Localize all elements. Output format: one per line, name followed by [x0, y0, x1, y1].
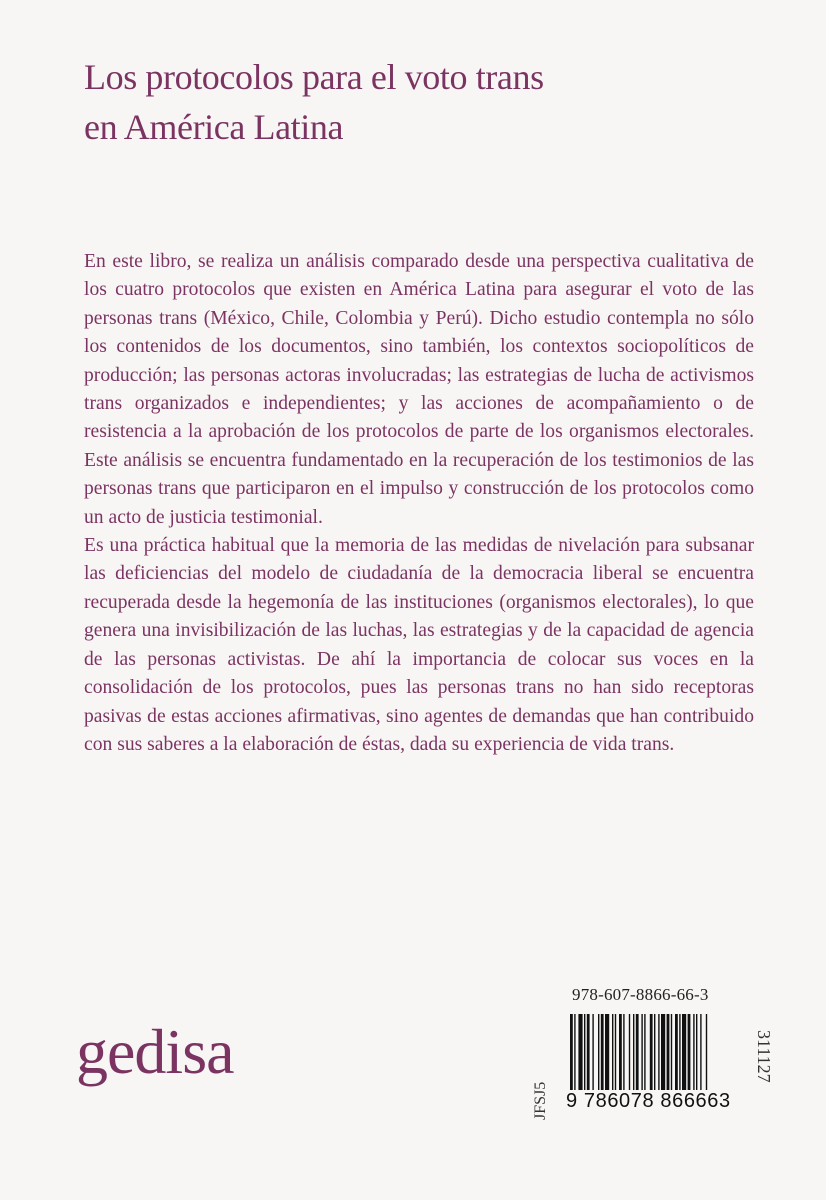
barcode-bar	[700, 1014, 701, 1098]
barcode-bar	[675, 1014, 678, 1098]
barcode-bar	[671, 1014, 672, 1098]
barcode-bar	[682, 1014, 686, 1098]
barcode-bar	[644, 1014, 645, 1098]
barcode-bar	[667, 1014, 670, 1098]
barcode-number: 9 786078 866663	[566, 1090, 731, 1112]
barcode-bar	[615, 1014, 616, 1098]
side-code-left: JFSJ5	[532, 1081, 549, 1120]
barcode-bar	[578, 1014, 582, 1098]
barcode-bar	[592, 1014, 593, 1098]
book-title	[84, 52, 764, 152]
barcode-bar	[693, 1014, 694, 1098]
barcode-bar	[679, 1014, 680, 1098]
barcode-bar	[696, 1014, 697, 1098]
synopsis	[84, 248, 754, 759]
side-code-right: 311127	[754, 1030, 774, 1083]
barcode-bar	[623, 1014, 624, 1098]
barcode-block	[546, 1014, 786, 1124]
barcode-bar	[601, 1014, 604, 1098]
book-title-line-2: en América Latina	[84, 107, 344, 147]
publisher-logo: gedisa	[76, 1016, 234, 1087]
barcode-bar	[661, 1014, 665, 1098]
barcode-bar	[584, 1014, 585, 1098]
barcode-bar	[654, 1014, 655, 1098]
barcode-bar	[605, 1014, 609, 1098]
barcode-bar	[688, 1014, 691, 1098]
barcode-bar	[658, 1014, 659, 1098]
isbn-label: 978-607-8866-66-3	[572, 985, 709, 1004]
barcode-bar	[629, 1014, 630, 1098]
book-title-line-1: Los protocolos para el voto trans	[84, 57, 544, 97]
barcode-bar	[612, 1014, 613, 1098]
synopsis-paragraph-1: En este libro, se realiza un análisis comparado desde una perspectiva cualitativa de los cuatro protocolos que existen en América Latina para asegurar el voto de las personas trans (México, Chile, Colombia y Perú). Dicho estudio contempla no sólo los contenidos de los documentos, sino también, los contextos sociopolíticos de producción; las personas actoras involucradas; las estrategias de lucha de activismos trans organizados e independientes; y las acciones de acompañamiento o de resistencia a la aprobación de los protocolos de parte de los organismos electorales. Este análisis se encuentra fundamentado en la recuperación de los testimonios de las personas trans que participaron en el impulso y construcción de los protocolos como un acto de justicia testimonial.	[84, 251, 754, 528]
barcode-bar	[587, 1014, 590, 1098]
barcode-bar	[650, 1014, 653, 1098]
barcode-bar	[598, 1014, 599, 1098]
barcode-bar	[633, 1014, 634, 1098]
synopsis-paragraph-2: Es una práctica habitual que la memoria de las medidas de nivelación para subsanar las deficiencias del modelo de ciudadanía de la democracia liberal se encuentra recuperada desde la hegemonía de las instituciones (organismos electorales), lo que genera una invisibilización de las luchas, las estrategias y de la capacidad de agencia de las personas activistas. De ahí la importancia de colocar sus voces en la consolidación de los protocolos, pues las personas trans no han sido receptoras pasivas de estas acciones afirmativas, sino agentes de demandas que han contribuido con sus saberes a la elaboración de éstas, dada su experiencia de vida trans.	[84, 535, 754, 755]
barcode-bar	[619, 1014, 622, 1098]
